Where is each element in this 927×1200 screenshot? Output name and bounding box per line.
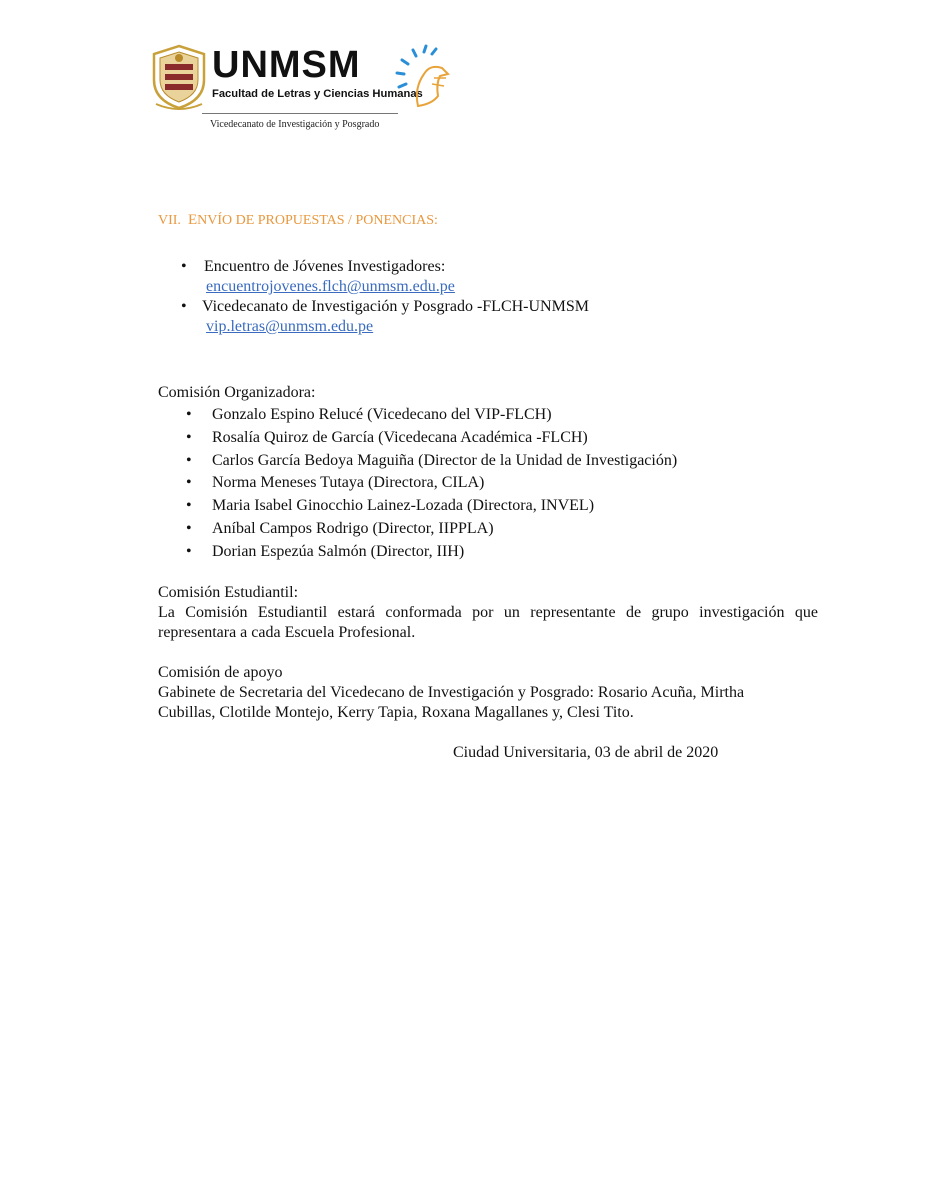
list-item xyxy=(158,541,818,564)
list-item xyxy=(158,427,818,450)
member-name: Carlos García Bedoya Maguiña (Director de la Unidad de Investigación) xyxy=(212,451,678,469)
faculty-name: Facultad de Letras y Ciencias Humanas xyxy=(212,88,423,100)
list-item xyxy=(158,450,818,473)
bullet: • xyxy=(186,428,192,446)
signature-date: Ciudad Universitaria, 03 de abril de 2020 xyxy=(453,744,719,761)
bullet: • xyxy=(186,497,192,515)
list-item xyxy=(158,257,818,297)
university-seal-icon xyxy=(150,44,208,110)
member-name: Norma Meneses Tutaya (Directora, CILA) xyxy=(212,474,485,492)
student-title: Comisión Estudiantil: xyxy=(158,583,299,601)
member-name: Maria Isabel Ginocchio Lainez-Lozada (Directora, INVEL) xyxy=(212,497,595,515)
support-text: Gabinete de Secretaria del Vicedecano de Investigación y Posgrado: Rosario Acuña, Mirtha Cubillas, Clotilde Montejo, Kerry Tapia, Roxana Magallanes y, Clesi Tito. xyxy=(158,683,745,721)
section-title xyxy=(158,212,818,229)
list-item xyxy=(158,472,818,495)
email-link[interactable]: encuentrojovenes.flch@unmsm.edu.pe xyxy=(206,278,455,295)
bullet: • xyxy=(181,258,187,275)
support-title: Comisión de apoyo xyxy=(158,663,283,681)
logo-text xyxy=(212,44,423,101)
member-name: Gonzalo Espino Relucé (Vicedecano del VIP-FLCH) xyxy=(212,406,552,423)
section-title-rest: NVÍO DE PROPUESTAS / PONENCIAS: xyxy=(197,213,438,228)
member-name: Dorian Espezúa Salmón (Director, IIH) xyxy=(212,542,465,560)
list-item xyxy=(158,495,818,518)
document-body xyxy=(158,212,818,723)
bullet: • xyxy=(186,451,192,469)
section-title-initial: E xyxy=(187,212,198,228)
bullet: • xyxy=(186,406,192,423)
organizing-title: Comisión Organizadora: xyxy=(158,384,316,401)
bullet: • xyxy=(186,474,192,492)
section-number: VII. xyxy=(158,213,181,228)
brand-name: UNMSM xyxy=(212,44,361,86)
email-link[interactable]: vip.letras@unmsm.edu.pe xyxy=(206,318,374,335)
list-item xyxy=(158,297,818,337)
list-item xyxy=(158,518,818,541)
bullet: • xyxy=(186,542,192,560)
fox-emblem-icon xyxy=(394,44,450,112)
list-item xyxy=(158,404,818,427)
bullet: • xyxy=(186,519,192,537)
organizing-members xyxy=(158,404,818,564)
member-name: Rosalía Quiroz de García (Vicedecana Académica -FLCH) xyxy=(212,428,588,446)
header-divider xyxy=(202,113,398,114)
submission-label: Encuentro de Jóvenes Investigadores: xyxy=(204,258,446,275)
letterhead xyxy=(150,44,460,134)
submission-list xyxy=(158,257,818,337)
submission-label: Vicedecanato de Investigación y Posgrado -FLCH-UNMSM xyxy=(202,298,589,315)
member-name: Aníbal Campos Rodrigo (Director, IIPPLA) xyxy=(212,519,494,537)
bullet: • xyxy=(181,298,187,315)
office-name: Vicedecanato de Investigación y Posgrado xyxy=(210,119,380,130)
student-text: La Comisión Estudiantil estará conformada por un representante de grupo investigación que representara a cada Escuela Profesional. xyxy=(158,603,818,641)
